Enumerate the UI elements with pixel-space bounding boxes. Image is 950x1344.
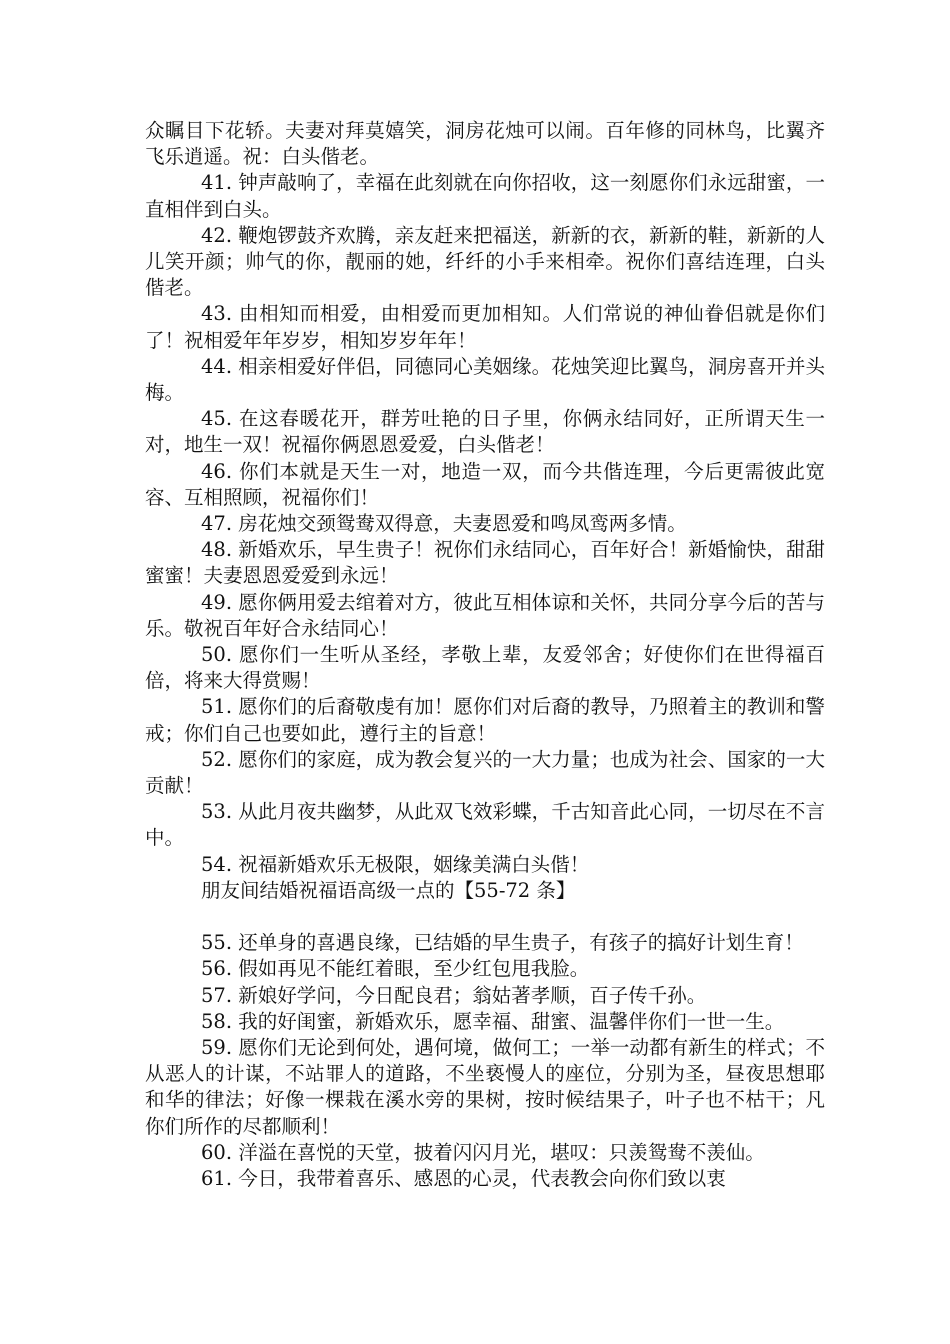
wish-paragraph: 61. 今日，我带着喜乐、感恩的心灵，代表教会向你们致以衷 [201,1166,726,1190]
blank-line [145,904,825,930]
wish-paragraph: 55. 还单身的喜遇良缘，已结婚的早生贵子，有孩子的搞好计划生育！ [201,931,804,955]
wish-paragraph: 43. 由相知而相爱，由相爱而更加相知。人们常说的神仙眷侣就是你们了！祝相爱年年岁岁，相知岁岁年年！ [145,302,825,352]
wish-paragraph: 58. 我的好闺蜜，新婚欢乐，愿幸福、甜蜜、温馨伴你们一世一生。 [201,1009,785,1033]
wish-paragraph: 59. 愿你们无论到何处，遇何境，做何工；一举一动都有新生的样式；不从恶人的计谋，不站罪人的道路，不坐亵慢人的座位，分别为圣，昼夜思想耶和华的律法；好像一棵栽在溪水旁的果树，按时候结果子，叶子也不枯干；凡你们所作的尽都顺利！ [145,1035,825,1138]
wishes-list-55-61 [145,930,825,1192]
paragraph-continuation: 众瞩目下花轿。夫妻对拜莫嬉笑，洞房花烛可以闹。百年修的同林鸟，比翼齐飞乐逍遥。祝：白头偕老。 [145,119,825,169]
wish-paragraph: 52. 愿你们的家庭，成为教会复兴的一大力量；也成为社会、国家的一大贡献！ [145,747,825,798]
wish-paragraph: 42. 鞭炮锣鼓齐欢腾，亲友赶来把福送，新新的衣，新新的鞋，新新的人儿笑开颜；帅气的你，靓丽的她，纤纤的小手来相牵。祝你们喜结连理，白头偕老。 [145,223,825,300]
wish-paragraph: 48. 新婚欢乐，早生贵子！祝你们永结同心，百年好合！新婚愉快，甜甜蜜蜜！夫妻恩恩爱爱到永远！ [145,538,825,588]
wish-paragraph: 60. 洋溢在喜悦的天堂，披着闪闪月光，堪叹：只羡鸳鸯不羡仙。 [201,1140,765,1164]
wish-paragraph: 57. 新娘好学问，今日配良君；翁姑著孝顺，百子传千孙。 [201,983,707,1007]
wish-paragraph: 41. 钟声敲响了，幸福在此刻就在向你招收，这一刻愿你们永远甜蜜，一直相伴到白头。 [145,171,825,221]
wishes-list-41-54 [145,118,825,878]
document-body [145,118,825,1192]
section-heading: 朋友间结婚祝福语高级一点的【55-72 条】 [201,878,576,902]
wish-paragraph: 51. 愿你们的后裔敬虔有加！愿你们对后裔的教导，乃照着主的教训和警戒；你们自己也要如此，遵行主的旨意！ [145,695,825,745]
wish-paragraph: 47. 房花烛交颈鸳鸯双得意，夫妻恩爱和鸣凤鸾两多情。 [201,512,687,536]
wish-paragraph: 50. 愿你们一生听从圣经，孝敬上辈，友爱邻舍；好使你们在世得福百倍，将来大得赏赐！ [145,643,825,693]
wish-paragraph: 44. 相亲相爱好伴侣，同德同心美姻缘。花烛笑迎比翼鸟，洞房喜开并头梅。 [145,354,825,405]
wish-paragraph: 56. 假如再见不能红着眼，至少红包甩我脸。 [201,957,590,981]
wish-paragraph: 45. 在这春暖花开，群芳吐艳的日子里，你俩永结同好，正所谓天生一对，地生一双！祝福你俩恩恩爱爱，白头偕老！ [145,407,825,457]
wish-paragraph: 49. 愿你俩用爱去绾着对方，彼此互相体谅和关怀，共同分享今后的苦与乐。敬祝百年好合永结同心！ [145,590,825,640]
wish-paragraph: 46. 你们本就是天生一对，地造一双，而今共偕连理，今后更需彼此宽容、互相照顾，祝福你们！ [145,459,825,509]
wish-paragraph: 54. 祝福新婚欢乐无极限，姻缘美满白头偕！ [201,852,590,876]
wish-paragraph: 53. 从此月夜共幽梦，从此双飞效彩蝶，千古知音此心同，一切尽在不言中。 [145,800,825,850]
